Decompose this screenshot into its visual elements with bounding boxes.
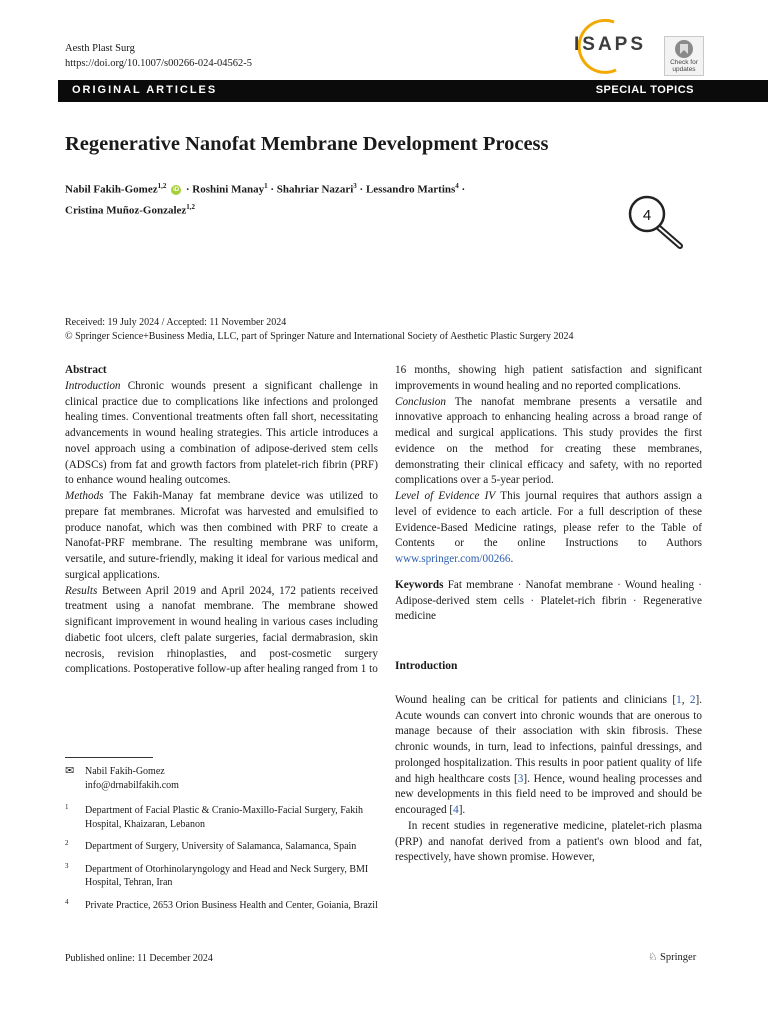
text: ]. — [458, 804, 466, 816]
keywords-text: Fat membrane · Nanofat membrane · Wound healing · Adipose-derived stem cells · Platelet-rich fibrin · Regenerative medicine — [395, 578, 702, 623]
citation-link[interactable]: 1 — [676, 693, 682, 706]
copyright: © Springer Science+Business Media, LLC, part of Springer Nature and International Society of Aesthetic Plastic Surgery 2024 — [65, 331, 574, 342]
check-for-updates-label: Check for updates — [670, 59, 698, 73]
author-affiliation: 1 — [264, 182, 268, 190]
affiliation-text: Department of Facial Plastic & Cranio-Maxillo-Facial Surgery, Fakih Hospital, Khaizaran, Lebanon — [85, 805, 363, 830]
check-for-updates-badge[interactable] — [664, 36, 704, 76]
magnifier-icon — [626, 195, 688, 253]
published-date: Published online: 11 December 2024 — [65, 953, 213, 964]
springer-horse-icon: ♘ — [648, 952, 658, 963]
introduction-paragraph: In recent studies in regenerative medicine, platelet-rich plasma (PRP) and nanofat derived from a patient's own blood and fat, respectively, have shown promise. However, — [395, 819, 702, 864]
article-title: Regenerative Nanofat Membrane Development Process — [65, 133, 549, 155]
citation-link[interactable]: 3 — [517, 772, 524, 785]
affiliation-text: Department of Surgery, University of Salamanca, Salamanca, Spain — [85, 841, 357, 852]
author-separator: · — [185, 183, 190, 196]
introduction-paragraph — [395, 693, 702, 819]
keywords-label: Keywords — [395, 578, 444, 591]
journal-name: Aesth Plast Surg — [65, 43, 135, 54]
author-name[interactable]: Cristina Muñoz-Gonzalez — [65, 204, 187, 217]
abstract-results-continued: 16 months, showing high patient satisfaction and significant improvements in wound healing and no reported complications. — [395, 364, 702, 392]
label: Introduction — [65, 379, 121, 392]
author-affiliation: 1,2 — [157, 182, 167, 190]
affiliation-number: 2 — [65, 839, 69, 847]
article-dates — [65, 316, 574, 344]
correspondence — [65, 765, 378, 792]
label: Conclusion — [395, 395, 446, 408]
orcid-icon[interactable]: iD — [173, 187, 180, 194]
label: Results — [65, 584, 98, 597]
text: The Fakih-Manay fat membrane device was utilized to prepare fat membranes. Microfat was harvested and emulsified to produce nanofat, which was then combined with PRF to create a Nanofat-PRF membrane. The resulting membrane was uniform, versatile, and suture-friendly, making it ideal for various medical and surgical applications. — [65, 490, 378, 581]
publisher-name: Springer — [660, 952, 697, 963]
abstract-heading: Abstract — [65, 364, 107, 376]
footnote-divider — [65, 757, 153, 758]
text: Wound healing can be critical for patients and clinicians [ — [395, 693, 677, 706]
affiliation — [65, 840, 378, 854]
section-label-left: ORIGINAL ARTICLES — [72, 84, 218, 96]
author-affiliation: 1,2 — [186, 202, 196, 211]
isaps-text: ISAPS — [574, 34, 647, 55]
author-list — [65, 178, 625, 219]
citation-link[interactable]: 2 — [689, 693, 696, 706]
author-name[interactable]: Lessandro Martins — [365, 183, 456, 196]
affiliation-number: 4 — [65, 897, 69, 906]
publisher-logo — [648, 951, 696, 963]
introduction-heading: Introduction — [395, 660, 458, 672]
affiliation-number: 1 — [65, 803, 69, 811]
text: This journal requires that authors assign a level of evidence to each article. For a full description of these Evidence-Based Medicine ratings, please refer to the Table of Contents or the online Instructions to Authors — [395, 490, 702, 550]
email-link[interactable]: info@drnabilfakih.com — [85, 779, 179, 791]
author-name[interactable]: Shahriar Nazari — [276, 183, 354, 196]
journal-info — [65, 41, 252, 71]
abstract-level-of-evidence — [395, 489, 702, 568]
text: . — [510, 553, 514, 565]
affiliation — [65, 804, 378, 831]
level-of-evidence-badge — [626, 195, 688, 253]
text: Between April 2019 and April 2024, 172 patients received treatment using a nanofat membrane. The membrane showed significant improvement in wound healing in various cases including diabetic foot ulcers, cleft palate surgeries, facial dermabrasion, skin necrosis, revision rhinoplasties, and post-cosmetic surgery complications. Postoperative follow-up after healing ranged from 1 to — [65, 584, 379, 676]
footnotes — [65, 765, 378, 921]
affiliation-number: 3 — [65, 861, 69, 870]
label: Level of Evidence IV — [395, 490, 496, 502]
text: ]. Acute wounds can convert into chronic wounds that are onerous to manage because of their association with skin fibrosis. These chronic wounds, in turn, lead to infections, painful dressings, and prolonged hospitalization. This results in poor patient quality of life and high healthcare costs [ — [395, 693, 703, 785]
abstract-methods — [65, 489, 378, 584]
abstract-results — [65, 584, 378, 679]
springer-link[interactable]: www.springer.com/00266 — [395, 553, 511, 565]
section-label-right: SPECIAL TOPICS — [595, 84, 694, 96]
label: Methods — [65, 490, 104, 502]
received-accepted: Received: 19 July 2024 / Accepted: 11 November 2024 — [65, 317, 287, 328]
abstract-conclusion — [395, 395, 702, 490]
affiliation-text: Private Practice, 2653 Orion Business Health and Center, Goiania, Brazil — [85, 899, 378, 911]
section-bar — [58, 80, 768, 102]
text: Chronic wounds present a significant challenge in clinical practice due to complications like infections and prolonged healing times. Conventional treatments often fall short, necessitating advancements in wound healing strategies. This article introduces a novel approach using a combination of adipose-derived stem cells (ADSCs) from fat and growth factors from platelet-rich fibrin (PRF) to enhance wound healing outcomes. — [65, 379, 379, 487]
citation-link[interactable]: 4 — [453, 804, 459, 816]
keywords — [395, 578, 702, 625]
author-separator: · — [270, 183, 275, 196]
author-separator: · — [461, 183, 466, 196]
author-affiliation: 3 — [353, 182, 357, 190]
abstract-introduction — [65, 379, 378, 489]
author-affiliation: 4 — [455, 182, 459, 190]
left-column — [65, 363, 378, 678]
affiliation-text: Department of Otorhinolaryngology and Head and Neck Surgery, BMI Hospital, Tehran, Iran — [85, 863, 369, 888]
affiliation — [65, 899, 378, 913]
text: , — [681, 693, 690, 706]
text: The nanofat membrane presents a versatile and innovative approach to enhancing healing across a broad range of medical and surgical applications. This study provides the first evidence on the method for creating these membranes, demonstrating their clinical efficacy and safety, with no reported complications over a 5-year period. — [395, 395, 702, 487]
doi-link[interactable]: https://doi.org/10.1007/s00266-024-04562-5 — [65, 58, 253, 69]
author-separator: · — [359, 183, 364, 196]
author-name[interactable]: Roshini Manay — [192, 183, 265, 196]
bookmark-icon — [673, 39, 695, 61]
affiliation — [65, 863, 378, 890]
right-column — [395, 363, 702, 866]
text: ]. Hence, wound healing processes and new developments in this field need to be improved and should be encouraged [ — [395, 772, 703, 816]
author-name[interactable]: Nabil Fakih-Gomez — [65, 183, 158, 196]
isaps-logo — [556, 18, 656, 76]
envelope-icon: ✉ — [65, 765, 75, 777]
evidence-level-number: 4 — [642, 207, 652, 224]
corresponding-author: Nabil Fakih-Gomez — [85, 766, 165, 777]
